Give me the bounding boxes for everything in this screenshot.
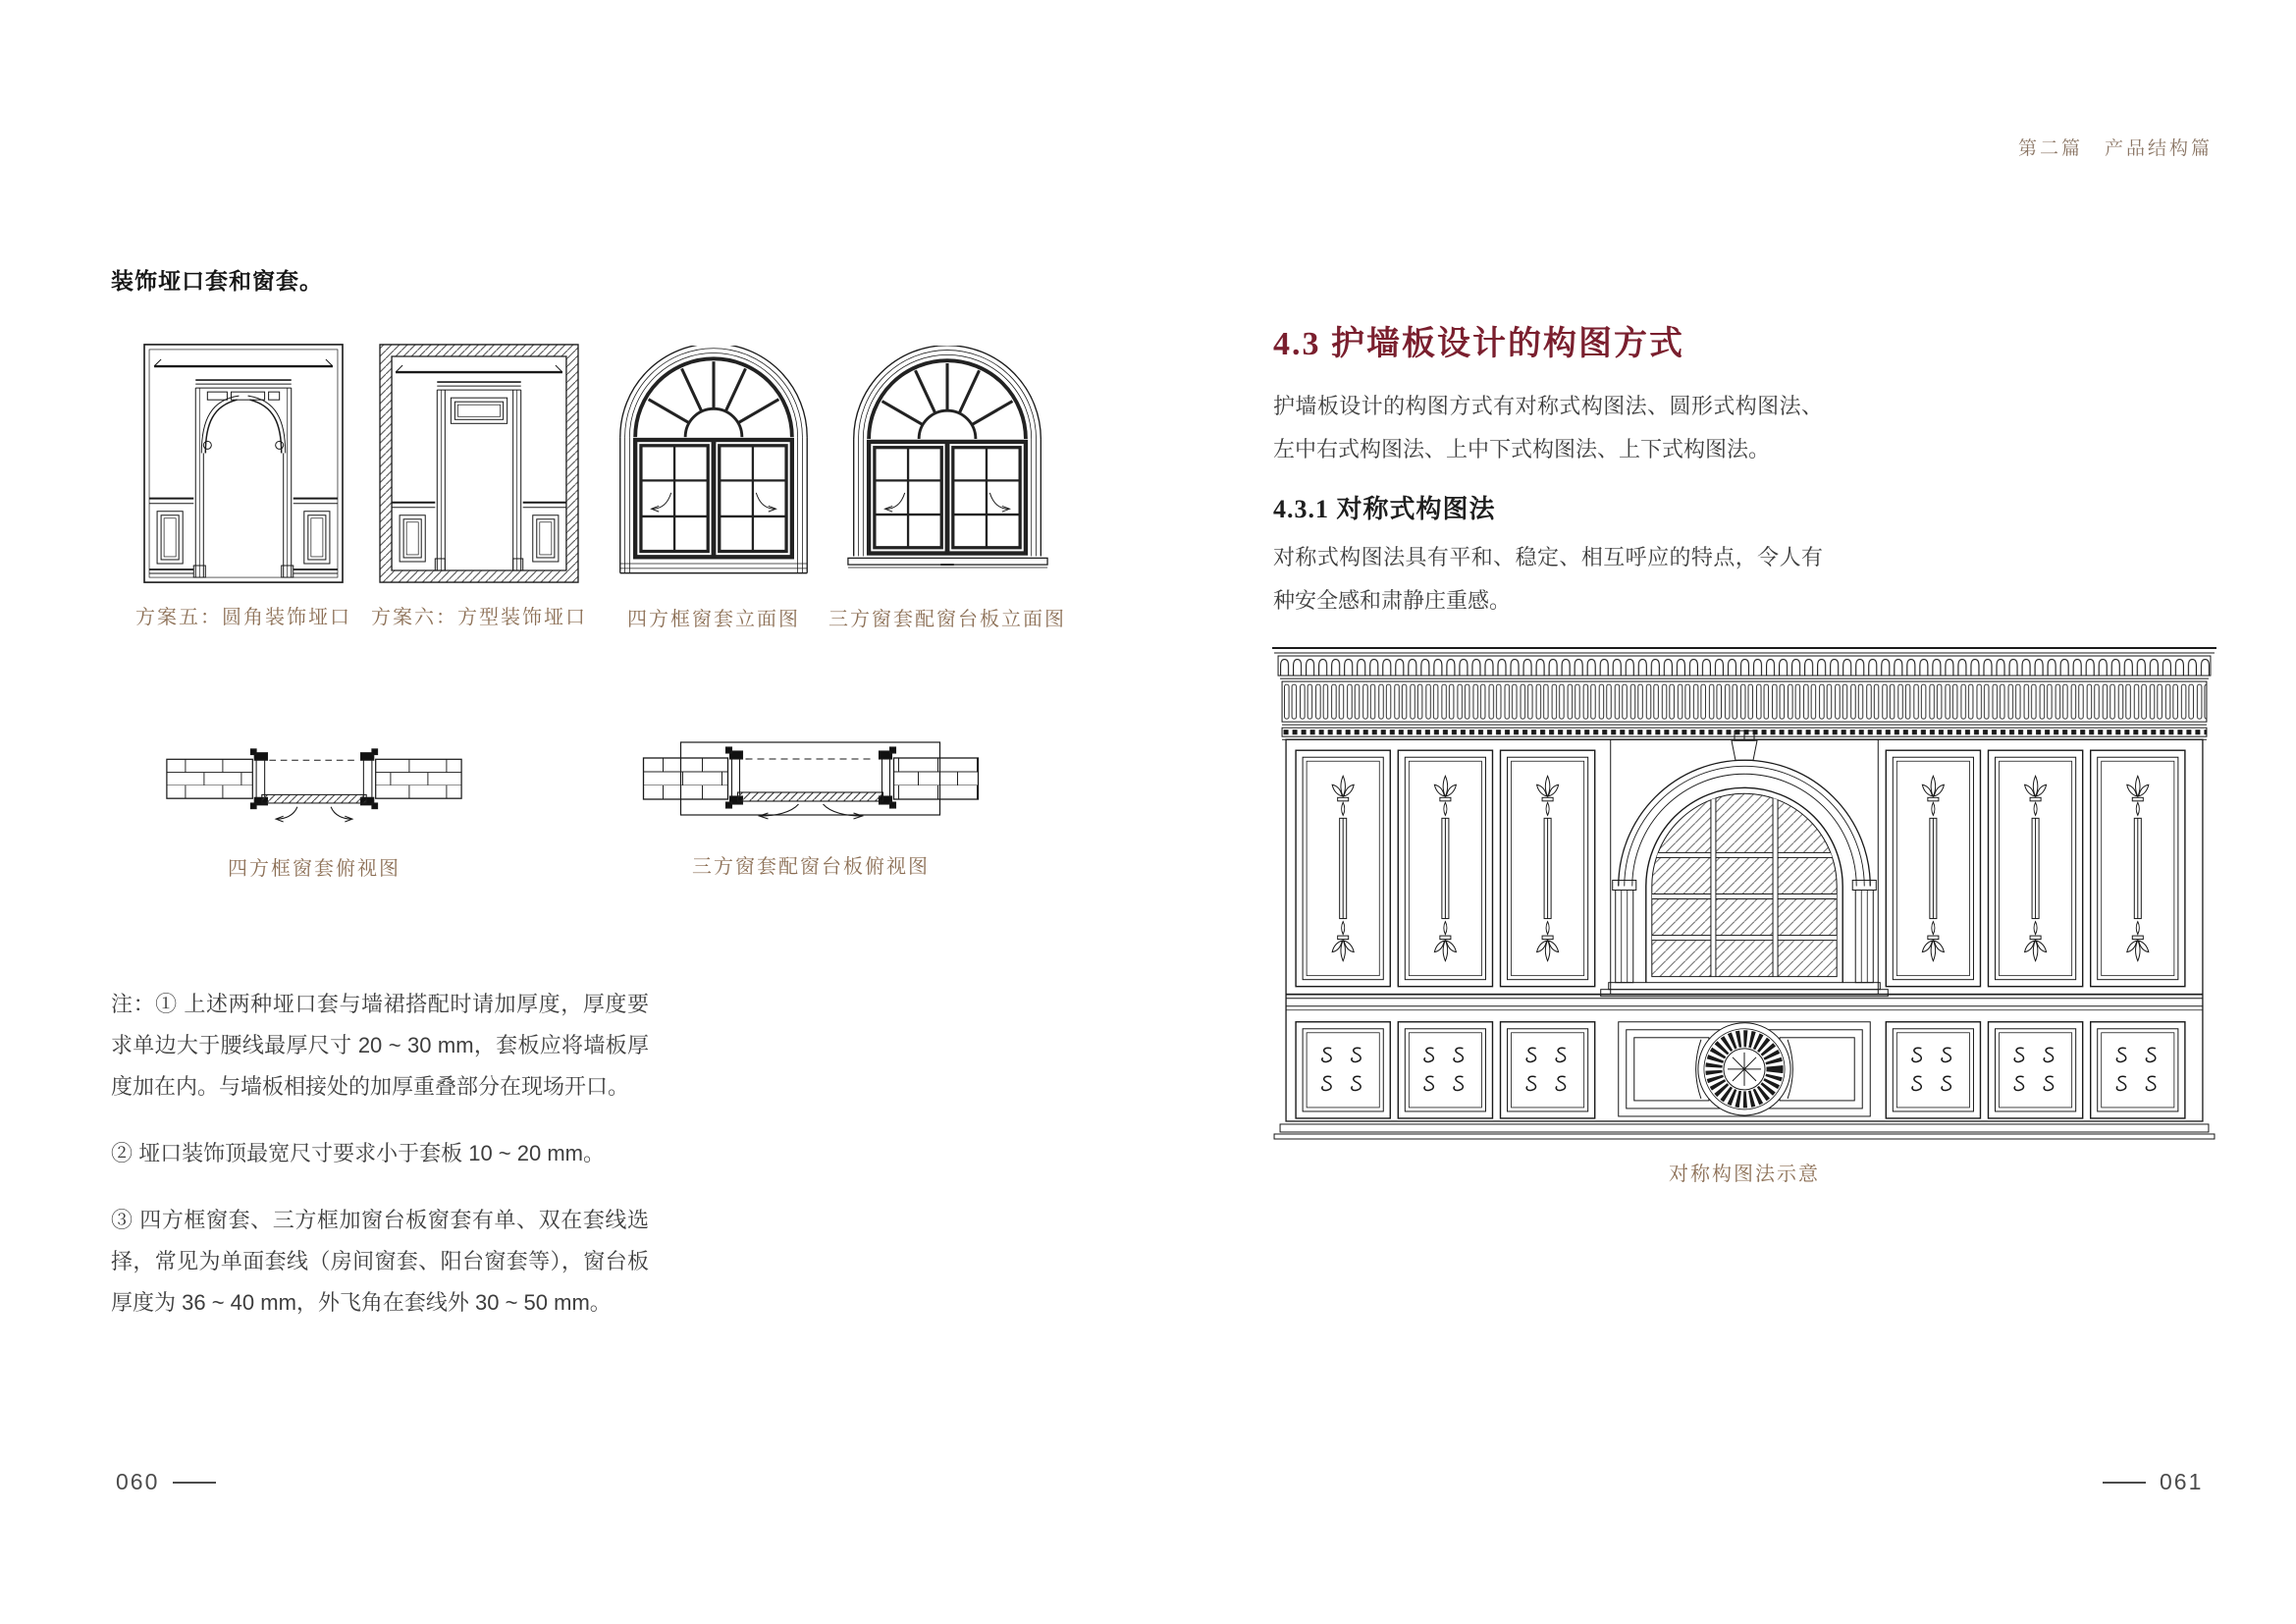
- figure-plan-sill-board: [640, 736, 982, 879]
- figure-symmetric-elevation: [1272, 646, 2216, 1186]
- plan-sill-board-drawing: [640, 736, 982, 827]
- window-sill-board-drawing: [846, 346, 1049, 585]
- figure-caption: 四方框窗套立面图: [627, 609, 800, 630]
- subsection-heading: 4.3.1 对称式构图法: [1273, 495, 1496, 523]
- subsection-body: 对称式构图法具有平和、稳定、相互呼应的特点，令人有种安全感和肃静庄重感。: [1273, 545, 1823, 613]
- section-heading: 4.3 护墙板设计的构图方式: [1273, 326, 1684, 362]
- note-3: ③ 四方框窗套、三方框加窗台板窗套有单、双在套线选择，常见为单面套线（房间窗套、阳台窗套等），窗台板厚度为 36 ~ 40 mm，外飞角在套线外 30 ~ 50 mm。: [111, 1208, 649, 1315]
- page-number-dash: [2103, 1482, 2146, 1484]
- figure-caption: 方案五：圆角装饰垭口: [135, 607, 351, 628]
- plan-four-frame-drawing: [165, 740, 463, 827]
- page-number-right: [2103, 1469, 2203, 1495]
- page-number-left: [116, 1469, 216, 1495]
- doorway-round-drawing: [142, 342, 345, 585]
- symmetric-elevation-drawing: [1272, 646, 2216, 1140]
- doorway-square-drawing: [378, 342, 580, 585]
- figure-doorway-round: [135, 342, 351, 629]
- figure-caption: 方案六：方型装饰垭口: [371, 607, 587, 628]
- figure-doorway-square: [371, 342, 587, 629]
- figure-caption: 三方窗套配窗台板立面图: [828, 609, 1066, 630]
- section-body: 护墙板设计的构图方式有对称式构图法、圆形式构图法、左中右式构图法、上中下式构图法、上下式构图法。: [1273, 394, 1823, 461]
- figure-caption: 对称构图法示意: [1669, 1164, 1820, 1185]
- intro-heading: 装饰垭口套和窗套。: [111, 268, 323, 294]
- figure-window-sill-board: [828, 346, 1066, 631]
- figure-caption: 三方窗套配窗台板俯视图: [692, 856, 930, 878]
- notes-block: [111, 984, 649, 1349]
- figure-plan-four-frame: [165, 740, 463, 881]
- figure-window-four-frame: [614, 346, 813, 631]
- page-number-dash: [173, 1482, 216, 1484]
- running-header: 第二篇 产品结构篇: [2018, 138, 2214, 159]
- figure-caption: 四方框窗套俯视图: [228, 858, 400, 880]
- note-2: ② 垭口装饰顶最宽尺寸要求小于套板 10 ~ 20 mm。: [111, 1141, 606, 1165]
- page-number-right-value: 061: [2160, 1469, 2204, 1494]
- elevation-linework: [1272, 648, 2216, 1139]
- page-number-left-value: 060: [116, 1469, 160, 1494]
- note-1: 注：① 上述两种垭口套与墙裙搭配时请加厚度，厚度要求单边大于腰线最厚尺寸 20 ~ 30 mm，套板应将墙板厚度加在内。与墙板相接处的加厚重叠部分在现场开口。: [111, 992, 649, 1099]
- window-four-frame-drawing: [614, 346, 813, 585]
